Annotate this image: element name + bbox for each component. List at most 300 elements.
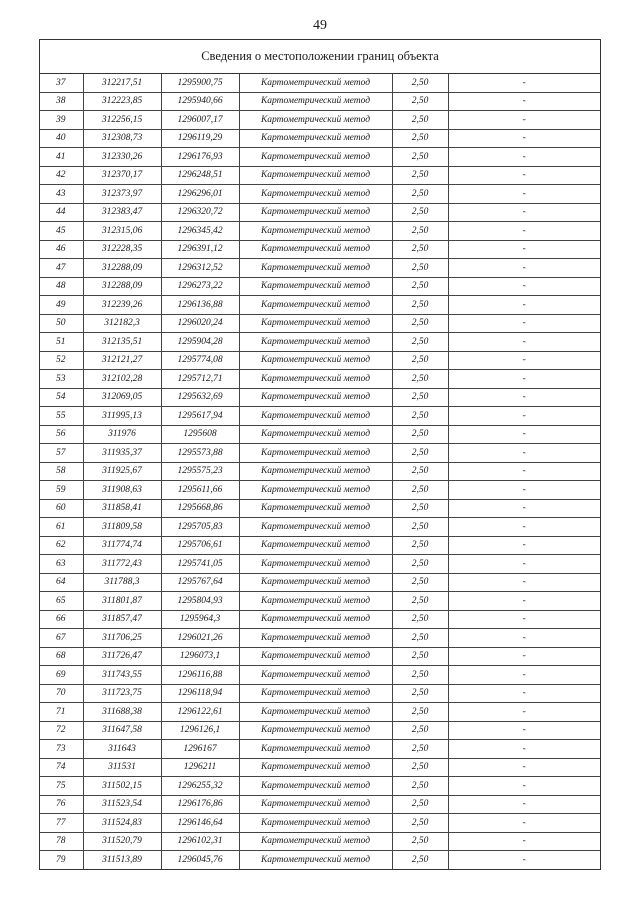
y-coordinate-cell: 1296273,22	[161, 277, 239, 296]
y-coordinate-cell: 1296126,1	[161, 721, 239, 740]
y-coordinate-cell: 1295611,66	[161, 481, 239, 500]
y-coordinate-cell: 1295706,61	[161, 536, 239, 555]
y-coordinate-cell: 1295705,83	[161, 518, 239, 537]
y-coordinate-cell: 1295904,28	[161, 333, 239, 352]
table-title: Сведения о местоположении границ объекта	[40, 40, 600, 74]
point-number-cell: 76	[40, 795, 83, 814]
method-cell: Картометрический метод	[239, 314, 392, 333]
accuracy-cell: 2,50	[392, 592, 448, 611]
method-cell: Картометрический метод	[239, 444, 392, 463]
point-number-cell: 44	[40, 203, 83, 222]
table-row	[40, 647, 600, 666]
note-cell: -	[448, 203, 600, 222]
point-number-cell: 58	[40, 462, 83, 481]
table-row	[40, 629, 600, 648]
note-cell: -	[448, 425, 600, 444]
point-number-cell: 49	[40, 296, 83, 315]
accuracy-cell: 2,50	[392, 222, 448, 241]
method-cell: Картометрический метод	[239, 518, 392, 537]
table-row	[40, 240, 600, 259]
method-cell: Картометрический метод	[239, 148, 392, 167]
accuracy-cell: 2,50	[392, 499, 448, 518]
method-cell: Картометрический метод	[239, 629, 392, 648]
x-coordinate-cell: 312315,06	[83, 222, 161, 241]
point-number-cell: 62	[40, 536, 83, 555]
x-coordinate-cell: 312288,09	[83, 259, 161, 278]
note-cell: -	[448, 259, 600, 278]
table-row	[40, 259, 600, 278]
x-coordinate-cell: 312135,51	[83, 333, 161, 352]
point-number-cell: 64	[40, 573, 83, 592]
x-coordinate-cell: 311908,63	[83, 481, 161, 500]
accuracy-cell: 2,50	[392, 240, 448, 259]
table-row	[40, 166, 600, 185]
note-cell: -	[448, 351, 600, 370]
table-row	[40, 277, 600, 296]
x-coordinate-cell: 312308,73	[83, 129, 161, 148]
table-row	[40, 481, 600, 500]
y-coordinate-cell: 1295632,69	[161, 388, 239, 407]
accuracy-cell: 2,50	[392, 277, 448, 296]
table-row	[40, 518, 600, 537]
note-cell: -	[448, 740, 600, 759]
y-coordinate-cell: 1296167	[161, 740, 239, 759]
method-cell: Картометрический метод	[239, 481, 392, 500]
method-cell: Картометрический метод	[239, 351, 392, 370]
x-coordinate-cell: 312102,28	[83, 370, 161, 389]
method-cell: Картометрический метод	[239, 388, 392, 407]
accuracy-cell: 2,50	[392, 832, 448, 851]
method-cell: Картометрический метод	[239, 462, 392, 481]
y-coordinate-cell: 1296021,26	[161, 629, 239, 648]
y-coordinate-cell: 1295712,71	[161, 370, 239, 389]
method-cell: Картометрический метод	[239, 222, 392, 241]
note-cell: -	[448, 222, 600, 241]
y-coordinate-cell: 1296136,88	[161, 296, 239, 315]
accuracy-cell: 2,50	[392, 777, 448, 796]
method-cell: Картометрический метод	[239, 129, 392, 148]
method-cell: Картометрический метод	[239, 684, 392, 703]
note-cell: -	[448, 462, 600, 481]
y-coordinate-cell: 1295741,05	[161, 555, 239, 574]
point-number-cell: 74	[40, 758, 83, 777]
accuracy-cell: 2,50	[392, 296, 448, 315]
method-cell: Картометрический метод	[239, 573, 392, 592]
y-coordinate-cell: 1296007,17	[161, 111, 239, 130]
accuracy-cell: 2,50	[392, 462, 448, 481]
x-coordinate-cell: 311772,43	[83, 555, 161, 574]
y-coordinate-cell: 1296296,01	[161, 185, 239, 204]
point-number-cell: 55	[40, 407, 83, 426]
point-number-cell: 54	[40, 388, 83, 407]
table-row	[40, 462, 600, 481]
table-row	[40, 703, 600, 722]
accuracy-cell: 2,50	[392, 314, 448, 333]
y-coordinate-cell: 1296020,24	[161, 314, 239, 333]
point-number-cell: 59	[40, 481, 83, 500]
note-cell: -	[448, 777, 600, 796]
table-row	[40, 851, 600, 869]
accuracy-cell: 2,50	[392, 166, 448, 185]
accuracy-cell: 2,50	[392, 481, 448, 500]
table-row	[40, 573, 600, 592]
note-cell: -	[448, 111, 600, 130]
accuracy-cell: 2,50	[392, 425, 448, 444]
accuracy-cell: 2,50	[392, 740, 448, 759]
note-cell: -	[448, 92, 600, 111]
table-row	[40, 444, 600, 463]
y-coordinate-cell: 1295668,86	[161, 499, 239, 518]
y-coordinate-cell: 1296211	[161, 758, 239, 777]
method-cell: Картометрический метод	[239, 185, 392, 204]
point-number-cell: 41	[40, 148, 83, 167]
boundary-coordinates-table	[39, 39, 601, 870]
method-cell: Картометрический метод	[239, 92, 392, 111]
note-cell: -	[448, 277, 600, 296]
table-row	[40, 610, 600, 629]
point-number-cell: 42	[40, 166, 83, 185]
x-coordinate-cell: 311726,47	[83, 647, 161, 666]
coordinates-table	[40, 74, 600, 869]
table-row	[40, 592, 600, 611]
y-coordinate-cell: 1296146,64	[161, 814, 239, 833]
point-number-cell: 43	[40, 185, 83, 204]
x-coordinate-cell: 311513,89	[83, 851, 161, 869]
table-row	[40, 740, 600, 759]
method-cell: Картометрический метод	[239, 370, 392, 389]
point-number-cell: 53	[40, 370, 83, 389]
y-coordinate-cell: 1295767,64	[161, 573, 239, 592]
note-cell: -	[448, 629, 600, 648]
y-coordinate-cell: 1296176,86	[161, 795, 239, 814]
accuracy-cell: 2,50	[392, 666, 448, 685]
method-cell: Картометрический метод	[239, 240, 392, 259]
y-coordinate-cell: 1295940,66	[161, 92, 239, 111]
accuracy-cell: 2,50	[392, 148, 448, 167]
method-cell: Картометрический метод	[239, 610, 392, 629]
note-cell: -	[448, 166, 600, 185]
accuracy-cell: 2,50	[392, 851, 448, 869]
x-coordinate-cell: 312239,26	[83, 296, 161, 315]
accuracy-cell: 2,50	[392, 203, 448, 222]
table-row	[40, 814, 600, 833]
x-coordinate-cell: 312217,51	[83, 74, 161, 92]
point-number-cell: 69	[40, 666, 83, 685]
point-number-cell: 57	[40, 444, 83, 463]
method-cell: Картометрический метод	[239, 425, 392, 444]
note-cell: -	[448, 407, 600, 426]
note-cell: -	[448, 758, 600, 777]
note-cell: -	[448, 129, 600, 148]
note-cell: -	[448, 444, 600, 463]
table-row	[40, 111, 600, 130]
x-coordinate-cell: 311801,87	[83, 592, 161, 611]
y-coordinate-cell: 1296391,12	[161, 240, 239, 259]
accuracy-cell: 2,50	[392, 129, 448, 148]
accuracy-cell: 2,50	[392, 388, 448, 407]
y-coordinate-cell: 1296248,51	[161, 166, 239, 185]
accuracy-cell: 2,50	[392, 92, 448, 111]
method-cell: Картометрический метод	[239, 536, 392, 555]
accuracy-cell: 2,50	[392, 758, 448, 777]
note-cell: -	[448, 499, 600, 518]
accuracy-cell: 2,50	[392, 351, 448, 370]
accuracy-cell: 2,50	[392, 518, 448, 537]
table-row	[40, 425, 600, 444]
x-coordinate-cell: 311858,41	[83, 499, 161, 518]
accuracy-cell: 2,50	[392, 795, 448, 814]
x-coordinate-cell: 311995,13	[83, 407, 161, 426]
point-number-cell: 50	[40, 314, 83, 333]
table-row	[40, 777, 600, 796]
note-cell: -	[448, 592, 600, 611]
x-coordinate-cell: 312228,35	[83, 240, 161, 259]
accuracy-cell: 2,50	[392, 536, 448, 555]
method-cell: Картометрический метод	[239, 592, 392, 611]
y-coordinate-cell: 1296255,32	[161, 777, 239, 796]
table-row	[40, 666, 600, 685]
accuracy-cell: 2,50	[392, 185, 448, 204]
method-cell: Картометрический метод	[239, 259, 392, 278]
y-coordinate-cell: 1295804,93	[161, 592, 239, 611]
point-number-cell: 56	[40, 425, 83, 444]
table-row	[40, 536, 600, 555]
accuracy-cell: 2,50	[392, 259, 448, 278]
note-cell: -	[448, 333, 600, 352]
x-coordinate-cell: 311531	[83, 758, 161, 777]
x-coordinate-cell: 312383,47	[83, 203, 161, 222]
accuracy-cell: 2,50	[392, 647, 448, 666]
x-coordinate-cell: 311706,25	[83, 629, 161, 648]
point-number-cell: 47	[40, 259, 83, 278]
y-coordinate-cell: 1296345,42	[161, 222, 239, 241]
table-row	[40, 721, 600, 740]
x-coordinate-cell: 312373,97	[83, 185, 161, 204]
table-row	[40, 129, 600, 148]
x-coordinate-cell: 311857,47	[83, 610, 161, 629]
x-coordinate-cell: 311643	[83, 740, 161, 759]
method-cell: Картометрический метод	[239, 166, 392, 185]
point-number-cell: 70	[40, 684, 83, 703]
method-cell: Картометрический метод	[239, 111, 392, 130]
note-cell: -	[448, 240, 600, 259]
table-row	[40, 758, 600, 777]
note-cell: -	[448, 481, 600, 500]
note-cell: -	[448, 74, 600, 92]
x-coordinate-cell: 311502,15	[83, 777, 161, 796]
x-coordinate-cell: 311647,58	[83, 721, 161, 740]
x-coordinate-cell: 311520,79	[83, 832, 161, 851]
point-number-cell: 61	[40, 518, 83, 537]
accuracy-cell: 2,50	[392, 111, 448, 130]
point-number-cell: 77	[40, 814, 83, 833]
x-coordinate-cell: 312330,26	[83, 148, 161, 167]
table-row	[40, 148, 600, 167]
method-cell: Картометрический метод	[239, 333, 392, 352]
accuracy-cell: 2,50	[392, 407, 448, 426]
accuracy-cell: 2,50	[392, 74, 448, 92]
y-coordinate-cell: 1296119,29	[161, 129, 239, 148]
method-cell: Картометрический метод	[239, 74, 392, 92]
point-number-cell: 63	[40, 555, 83, 574]
note-cell: -	[448, 814, 600, 833]
point-number-cell: 66	[40, 610, 83, 629]
x-coordinate-cell: 312370,17	[83, 166, 161, 185]
method-cell: Картометрический метод	[239, 777, 392, 796]
x-coordinate-cell: 311774,74	[83, 536, 161, 555]
table-row	[40, 314, 600, 333]
x-coordinate-cell: 311809,58	[83, 518, 161, 537]
y-coordinate-cell: 1295608	[161, 425, 239, 444]
method-cell: Картометрический метод	[239, 740, 392, 759]
method-cell: Картометрический метод	[239, 795, 392, 814]
point-number-cell: 40	[40, 129, 83, 148]
point-number-cell: 75	[40, 777, 83, 796]
x-coordinate-cell: 312288,09	[83, 277, 161, 296]
x-coordinate-cell: 311723,75	[83, 684, 161, 703]
method-cell: Картометрический метод	[239, 721, 392, 740]
note-cell: -	[448, 610, 600, 629]
table-row	[40, 203, 600, 222]
y-coordinate-cell: 1296116,88	[161, 666, 239, 685]
table-row	[40, 296, 600, 315]
table-row	[40, 333, 600, 352]
table-row	[40, 92, 600, 111]
x-coordinate-cell: 312223,85	[83, 92, 161, 111]
x-coordinate-cell: 312121,27	[83, 351, 161, 370]
note-cell: -	[448, 684, 600, 703]
method-cell: Картометрический метод	[239, 647, 392, 666]
point-number-cell: 68	[40, 647, 83, 666]
table-body	[40, 74, 600, 869]
y-coordinate-cell: 1296073,1	[161, 647, 239, 666]
x-coordinate-cell: 311925,67	[83, 462, 161, 481]
accuracy-cell: 2,50	[392, 333, 448, 352]
point-number-cell: 37	[40, 74, 83, 92]
table-row	[40, 185, 600, 204]
table-row	[40, 351, 600, 370]
table-row	[40, 795, 600, 814]
point-number-cell: 78	[40, 832, 83, 851]
point-number-cell: 52	[40, 351, 83, 370]
point-number-cell: 45	[40, 222, 83, 241]
page-number: 49	[313, 18, 327, 33]
y-coordinate-cell: 1295774,08	[161, 351, 239, 370]
y-coordinate-cell: 1295575,23	[161, 462, 239, 481]
note-cell: -	[448, 388, 600, 407]
y-coordinate-cell: 1296045,76	[161, 851, 239, 869]
y-coordinate-cell: 1296122,61	[161, 703, 239, 722]
method-cell: Картометрический метод	[239, 499, 392, 518]
note-cell: -	[448, 314, 600, 333]
x-coordinate-cell: 311523,54	[83, 795, 161, 814]
y-coordinate-cell: 1295900,75	[161, 74, 239, 92]
point-number-cell: 51	[40, 333, 83, 352]
table-row	[40, 407, 600, 426]
accuracy-cell: 2,50	[392, 610, 448, 629]
x-coordinate-cell: 311688,38	[83, 703, 161, 722]
note-cell: -	[448, 851, 600, 869]
method-cell: Картометрический метод	[239, 203, 392, 222]
note-cell: -	[448, 666, 600, 685]
note-cell: -	[448, 370, 600, 389]
table-row	[40, 370, 600, 389]
method-cell: Картометрический метод	[239, 666, 392, 685]
x-coordinate-cell: 311743,55	[83, 666, 161, 685]
method-cell: Картометрический метод	[239, 407, 392, 426]
y-coordinate-cell: 1295573,88	[161, 444, 239, 463]
accuracy-cell: 2,50	[392, 573, 448, 592]
table-row	[40, 388, 600, 407]
accuracy-cell: 2,50	[392, 684, 448, 703]
note-cell: -	[448, 721, 600, 740]
point-number-cell: 65	[40, 592, 83, 611]
method-cell: Картометрический метод	[239, 832, 392, 851]
table-row	[40, 74, 600, 92]
point-number-cell: 39	[40, 111, 83, 130]
y-coordinate-cell: 1295617,94	[161, 407, 239, 426]
accuracy-cell: 2,50	[392, 814, 448, 833]
x-coordinate-cell: 311935,37	[83, 444, 161, 463]
note-cell: -	[448, 536, 600, 555]
note-cell: -	[448, 148, 600, 167]
y-coordinate-cell: 1296320,72	[161, 203, 239, 222]
note-cell: -	[448, 555, 600, 574]
point-number-cell: 67	[40, 629, 83, 648]
y-coordinate-cell: 1296176,93	[161, 148, 239, 167]
table-row	[40, 222, 600, 241]
point-number-cell: 73	[40, 740, 83, 759]
y-coordinate-cell: 1296118,94	[161, 684, 239, 703]
accuracy-cell: 2,50	[392, 444, 448, 463]
point-number-cell: 60	[40, 499, 83, 518]
y-coordinate-cell: 1295964,3	[161, 610, 239, 629]
x-coordinate-cell: 311524,83	[83, 814, 161, 833]
x-coordinate-cell: 312182,3	[83, 314, 161, 333]
note-cell: -	[448, 703, 600, 722]
table-row	[40, 832, 600, 851]
x-coordinate-cell: 312256,15	[83, 111, 161, 130]
method-cell: Картометрический метод	[239, 814, 392, 833]
note-cell: -	[448, 296, 600, 315]
point-number-cell: 71	[40, 703, 83, 722]
note-cell: -	[448, 795, 600, 814]
table-row	[40, 555, 600, 574]
note-cell: -	[448, 832, 600, 851]
method-cell: Картометрический метод	[239, 277, 392, 296]
accuracy-cell: 2,50	[392, 721, 448, 740]
x-coordinate-cell: 311976	[83, 425, 161, 444]
point-number-cell: 72	[40, 721, 83, 740]
point-number-cell: 79	[40, 851, 83, 869]
accuracy-cell: 2,50	[392, 629, 448, 648]
note-cell: -	[448, 647, 600, 666]
x-coordinate-cell: 312069,05	[83, 388, 161, 407]
note-cell: -	[448, 573, 600, 592]
method-cell: Картометрический метод	[239, 851, 392, 869]
method-cell: Картометрический метод	[239, 555, 392, 574]
point-number-cell: 38	[40, 92, 83, 111]
y-coordinate-cell: 1296102,31	[161, 832, 239, 851]
accuracy-cell: 2,50	[392, 703, 448, 722]
y-coordinate-cell: 1296312,52	[161, 259, 239, 278]
table-row	[40, 684, 600, 703]
note-cell: -	[448, 518, 600, 537]
method-cell: Картометрический метод	[239, 703, 392, 722]
point-number-cell: 48	[40, 277, 83, 296]
method-cell: Картометрический метод	[239, 296, 392, 315]
note-cell: -	[448, 185, 600, 204]
